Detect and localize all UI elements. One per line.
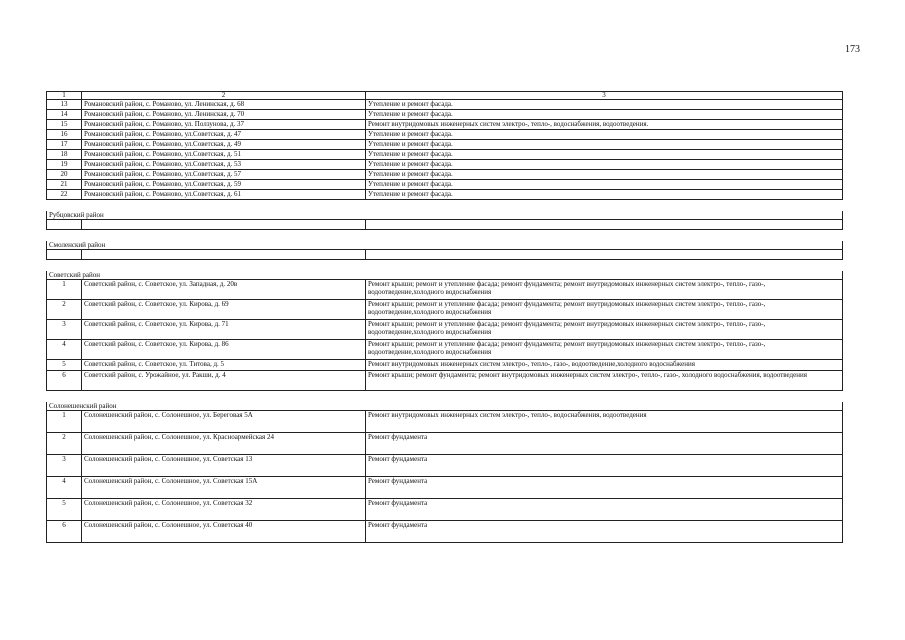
row-address: Советский район, с. Советское, ул. Западная, д. 20в	[82, 280, 366, 300]
row-address: Романовский район, с. Романово, ул. Ленинская, д. 70	[82, 110, 366, 120]
row-works: Ремонт фундамента	[366, 455, 843, 477]
district-heading: Рубцовский район	[47, 211, 843, 220]
row-number: 18	[47, 150, 82, 160]
row-works: Утепление и ремонт фасада.	[366, 140, 843, 150]
table-row	[47, 110, 843, 120]
row-address: Романовский район, с. Романово, ул.Советская, д. 57	[82, 170, 366, 180]
row-address: Солонешенский район, с. Солонешное, ул. Красноармейская 24	[82, 433, 366, 455]
table-body	[47, 92, 843, 543]
spacer	[47, 391, 843, 403]
row-number: 6	[47, 371, 82, 391]
row-address	[82, 250, 366, 260]
row-works: Ремонт фундамента	[366, 477, 843, 499]
table-row	[47, 477, 843, 499]
table-row	[47, 160, 843, 170]
row-works: Ремонт фундамента	[366, 433, 843, 455]
table-row	[47, 300, 843, 320]
row-works	[366, 220, 843, 230]
row-number: 6	[47, 521, 82, 543]
table-row	[47, 340, 843, 360]
header-col-2: 2	[82, 92, 366, 100]
table-row	[47, 100, 843, 110]
row-number: 4	[47, 340, 82, 360]
row-works: Утепление и ремонт фасада.	[366, 190, 843, 200]
table-row	[47, 499, 843, 521]
row-number	[47, 250, 82, 260]
table-row	[47, 320, 843, 340]
table-row	[47, 190, 843, 200]
row-address: Романовский район, с. Романово, ул.Советская, д. 61	[82, 190, 366, 200]
row-address: Солонешенский район, с. Солонешное, ул. Береговая 5А	[82, 411, 366, 433]
row-works: Утепление и ремонт фасада.	[366, 150, 843, 160]
row-number: 3	[47, 320, 82, 340]
row-address: Романовский район, с. Романово, ул.Советская, д. 59	[82, 180, 366, 190]
row-number: 2	[47, 433, 82, 455]
district-heading-row	[47, 241, 843, 250]
row-address: Романовский район, с. Романово, ул.Советская, д. 51	[82, 150, 366, 160]
row-address: Советский район, с. Советское, ул. Кирова, д. 69	[82, 300, 366, 320]
row-works: Утепление и ремонт фасада.	[366, 110, 843, 120]
row-number: 1	[47, 411, 82, 433]
row-works	[366, 250, 843, 260]
row-address: Советский район, с. Советское, ул. Кирова, д. 71	[82, 320, 366, 340]
row-number	[47, 220, 82, 230]
district-heading: Смоленский район	[47, 241, 843, 250]
table-row	[47, 521, 843, 543]
row-works: Ремонт внутридомовых инженерных систем электро-, тепло-, газо-, водоотведение,холодного водоснабжения	[366, 360, 843, 371]
spacer	[47, 260, 843, 272]
row-works: Ремонт крыши; ремонт и утепление фасада; ремонт фундамента; ремонт внутридомовых инженерных систем электро-, тепло-, газо-, водоотведение,холодного водоснабжения	[366, 300, 843, 320]
row-works: Утепление и ремонт фасада.	[366, 130, 843, 140]
row-number: 5	[47, 360, 82, 371]
row-number: 13	[47, 100, 82, 110]
table-row	[47, 411, 843, 433]
table-row	[47, 130, 843, 140]
table-header-row	[47, 92, 843, 100]
row-address	[82, 220, 366, 230]
table-row	[47, 360, 843, 371]
row-address: Солонешенский район, с. Солонешное, ул. Советская 32	[82, 499, 366, 521]
row-works: Утепление и ремонт фасада.	[366, 100, 843, 110]
row-works: Ремонт крыши; ремонт и утепление фасада; ремонт фундамента; ремонт внутридомовых инженерных систем электро-, тепло-, газо-, водоотведение,холодного водоснабжения	[366, 340, 843, 360]
works-table	[46, 91, 843, 543]
spacer-row	[47, 260, 843, 272]
row-address: Романовский район, с. Романово, ул.Советская, д. 47	[82, 130, 366, 140]
table-row	[47, 150, 843, 160]
district-heading-row	[47, 402, 843, 411]
table-row	[47, 180, 843, 190]
row-works: Ремонт крыши; ремонт и утепление фасада; ремонт фундамента; ремонт внутридомовых инженерных систем электро-, тепло-, газо-, водоотведение,холодного водоснабжения	[366, 280, 843, 300]
row-works: Ремонт крыши; ремонт фундамента; ремонт внутридомовых инженерных систем электро-, тепло-, газо-, холодного водоснабжения, водоотведения	[366, 371, 843, 391]
row-address: Советский район, с. Советское, ул. Титова, д. 5	[82, 360, 366, 371]
row-number: 4	[47, 477, 82, 499]
table-row	[47, 280, 843, 300]
row-number: 5	[47, 499, 82, 521]
empty-row	[47, 250, 843, 260]
row-works: Утепление и ремонт фасада.	[366, 180, 843, 190]
table-row	[47, 455, 843, 477]
page-number: 173	[845, 44, 860, 55]
row-address: Советский район, с. Урожайное, ул. Ракши, д. 4	[82, 371, 366, 391]
row-address: Солонешенский район, с. Солонешное, ул. Советская 40	[82, 521, 366, 543]
row-address: Солонешенский район, с. Солонешное, ул. Советская 15А	[82, 477, 366, 499]
spacer	[47, 200, 843, 212]
district-heading-row	[47, 211, 843, 220]
row-number: 1	[47, 280, 82, 300]
row-works: Ремонт внутридомовых инженерных систем электро-, тепло-, водоснабжения, водоотведения.	[366, 120, 843, 130]
table-row	[47, 120, 843, 130]
header-col-1: 1	[47, 92, 82, 100]
row-number: 17	[47, 140, 82, 150]
row-number: 3	[47, 455, 82, 477]
district-heading: Советский район	[47, 271, 843, 280]
district-heading: Солонешенский район	[47, 402, 843, 411]
table-row	[47, 433, 843, 455]
row-number: 22	[47, 190, 82, 200]
header-col-3: 3	[366, 92, 843, 100]
row-works: Ремонт внутридомовых инженерных систем электро-, тепло-, водоснабжения, водоотведения	[366, 411, 843, 433]
spacer-row	[47, 200, 843, 212]
row-works: Утепление и ремонт фасада.	[366, 170, 843, 180]
district-heading-row	[47, 271, 843, 280]
spacer	[47, 230, 843, 242]
row-number: 14	[47, 110, 82, 120]
row-address: Романовский район, с. Романово, ул. Ползунова, д. 37	[82, 120, 366, 130]
row-address: Романовский район, с. Романово, ул.Советская, д. 49	[82, 140, 366, 150]
table-row	[47, 371, 843, 391]
table-row	[47, 140, 843, 150]
spacer-row	[47, 230, 843, 242]
row-address: Романовский район, с. Романово, ул.Советская, д. 53	[82, 160, 366, 170]
table-row	[47, 170, 843, 180]
row-number: 16	[47, 130, 82, 140]
spacer-row	[47, 391, 843, 403]
row-works: Утепление и ремонт фасада.	[366, 160, 843, 170]
row-address: Солонешенский район, с. Солонешное, ул. Советская 13	[82, 455, 366, 477]
row-works: Ремонт фундамента	[366, 499, 843, 521]
row-number: 20	[47, 170, 82, 180]
row-number: 19	[47, 160, 82, 170]
row-works: Ремонт крыши; ремонт и утепление фасада; ремонт фундамента; ремонт внутридомовых инженерных систем электро-, тепло-, газо-, водоотведение,холодного водоснабжения	[366, 320, 843, 340]
empty-row	[47, 220, 843, 230]
row-works: Ремонт фундамента	[366, 521, 843, 543]
row-number: 15	[47, 120, 82, 130]
row-address: Романовский район, с. Романово, ул. Ленинская, д. 68	[82, 100, 366, 110]
row-number: 21	[47, 180, 82, 190]
row-address: Советский район, с. Советское, ул. Кирова, д. 86	[82, 340, 366, 360]
row-number: 2	[47, 300, 82, 320]
